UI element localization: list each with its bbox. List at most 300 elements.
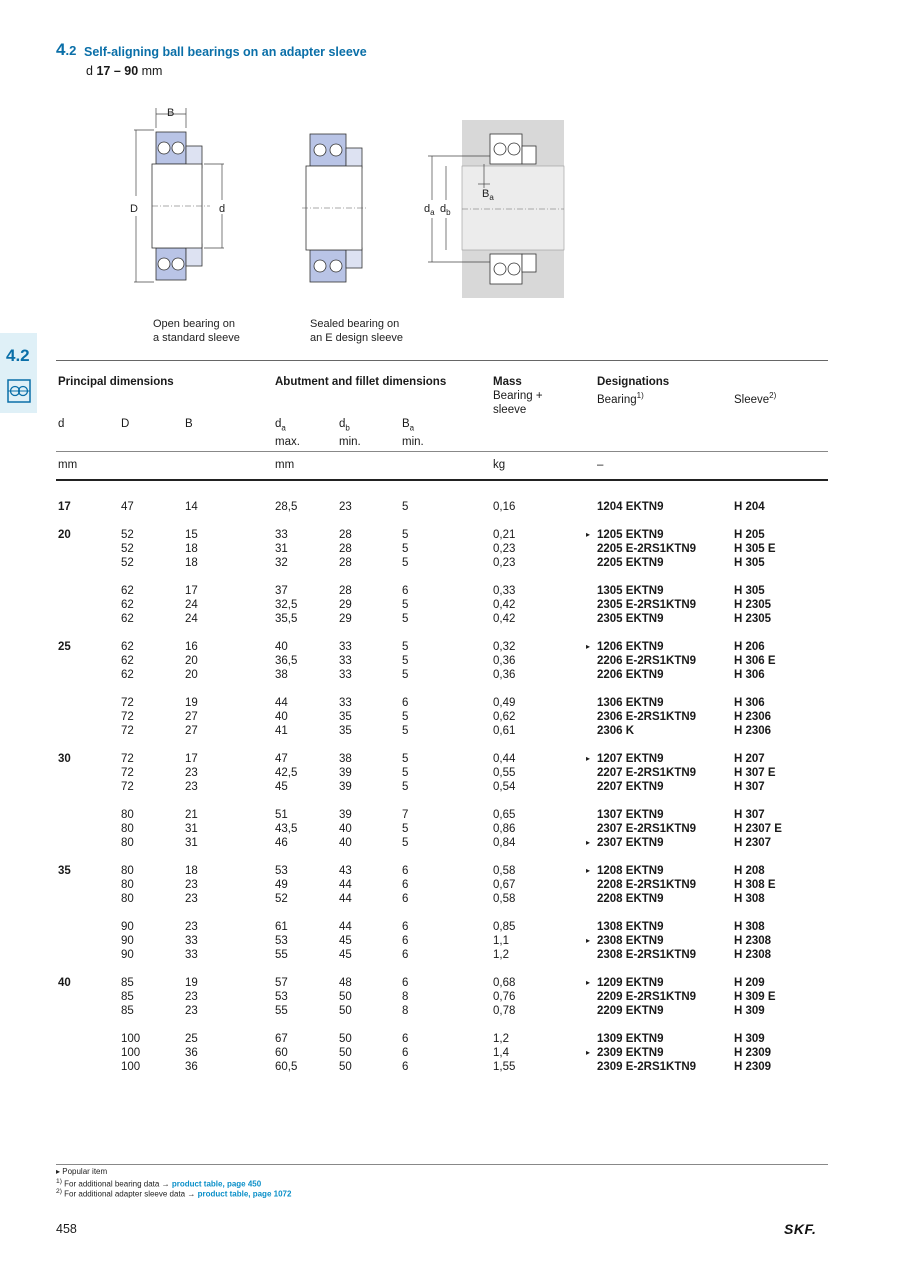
cell-mass: 1,2	[493, 949, 509, 961]
cell-bearing[interactable]: 2207 E-2RS1KTN9	[597, 767, 697, 779]
unit-dash: –	[597, 459, 604, 471]
cell-sleeve: H 2307	[734, 837, 772, 849]
cell-db: 50	[339, 1033, 352, 1045]
cell-sleeve: H 307	[734, 781, 765, 793]
unit-mm-principal: mm	[58, 459, 78, 471]
cell-Ba: 5	[402, 501, 409, 513]
cell-db: 33	[339, 641, 352, 653]
cell-D: 72	[121, 781, 134, 793]
cell-bearing[interactable]: 2305 EKTN9	[597, 613, 664, 625]
cell-db: 33	[339, 697, 352, 709]
cell-D: 62	[121, 599, 134, 611]
cell-mass: 0,55	[493, 767, 516, 779]
cell-bearing[interactable]: 2309 EKTN9	[597, 1047, 664, 1059]
cell-B: 20	[185, 669, 198, 681]
cell-da: 32	[275, 557, 288, 569]
cell-B: 19	[185, 697, 198, 709]
dim-B-label: B	[167, 107, 175, 119]
cell-B: 15	[185, 529, 198, 541]
popular-item-marker: ▸	[586, 866, 591, 875]
cell-d: 25	[58, 641, 71, 653]
dim-Ba-label: $B_a$	[482, 188, 494, 203]
footnote-2-link[interactable]: product table, page 1072	[197, 1189, 292, 1199]
cell-D: 100	[121, 1047, 141, 1059]
open-bearing-drawing	[124, 104, 244, 290]
cell-D: 62	[121, 669, 134, 681]
cell-da: 53	[275, 991, 288, 1003]
cell-db: 28	[339, 585, 352, 597]
cell-B: 17	[185, 753, 198, 765]
cell-da: 41	[275, 725, 288, 737]
cell-da: 42,5	[275, 767, 298, 779]
cell-bearing[interactable]: 1306 EKTN9	[597, 697, 664, 709]
cell-d: 20	[58, 529, 71, 541]
cell-db: 44	[339, 893, 352, 905]
cell-d: 40	[58, 977, 71, 989]
cell-bearing[interactable]: 1305 EKTN9	[597, 585, 664, 597]
cell-D: 72	[121, 711, 134, 723]
cell-D: 85	[121, 991, 134, 1003]
cell-D: 90	[121, 949, 134, 961]
cell-bearing[interactable]: 2305 E-2RS1KTN9	[597, 599, 697, 611]
cell-mass: 0,78	[493, 1005, 516, 1017]
cell-db: 40	[339, 823, 352, 835]
cell-db: 50	[339, 1061, 352, 1073]
cell-sleeve: H 305 E	[734, 543, 776, 555]
cell-D: 100	[121, 1061, 141, 1073]
cell-mass: 0,54	[493, 781, 516, 793]
cell-da: 40	[275, 711, 288, 723]
cell-sleeve: H 2305	[734, 613, 772, 625]
cell-sleeve: H 306 E	[734, 655, 776, 667]
cell-sleeve: H 306	[734, 669, 765, 681]
footnote-1-link[interactable]: product table, page 450	[171, 1179, 262, 1189]
cell-D: 62	[121, 655, 134, 667]
cell-da: 60,5	[275, 1061, 298, 1073]
cell-B: 36	[185, 1047, 198, 1059]
footnote-rule	[56, 1164, 828, 1165]
cell-mass: 0,23	[493, 557, 516, 569]
cell-sleeve: H 305	[734, 585, 765, 597]
header-designations: Designations	[597, 376, 670, 388]
table-top-rule	[56, 360, 828, 361]
cell-mass: 0,36	[493, 655, 516, 667]
cell-da: 31	[275, 543, 288, 555]
cell-D: 80	[121, 809, 134, 821]
caption-open-bearing: Open bearing on a standard sleeve	[153, 318, 240, 344]
cell-db: 28	[339, 557, 352, 569]
cell-D: 52	[121, 557, 134, 569]
cell-da: 37	[275, 585, 288, 597]
cell-mass: 1,4	[493, 1047, 509, 1059]
cell-Ba: 5	[402, 613, 409, 625]
cell-Ba: 6	[402, 935, 409, 947]
cell-Ba: 6	[402, 949, 409, 961]
cell-bearing[interactable]: 2205 E-2RS1KTN9	[597, 543, 697, 555]
cell-da: 44	[275, 697, 288, 709]
cell-da: 45	[275, 781, 288, 793]
popular-item-marker: ▸	[586, 754, 591, 763]
cell-B: 20	[185, 655, 198, 667]
page-number: 458	[56, 1222, 77, 1236]
cell-D: 72	[121, 753, 134, 765]
caption-sealed-bearing: Sealed bearing on an E design sleeve	[310, 318, 403, 344]
header-mass: Mass	[493, 376, 522, 388]
cell-da: 55	[275, 1005, 288, 1017]
cell-db: 39	[339, 809, 352, 821]
cell-db: 45	[339, 949, 352, 961]
cell-D: 62	[121, 585, 134, 597]
cell-db: 40	[339, 837, 352, 849]
cell-db: 44	[339, 921, 352, 933]
popular-item-marker: ▸	[586, 642, 591, 651]
cell-Ba: 6	[402, 977, 409, 989]
cell-d: 35	[58, 865, 71, 877]
cell-Ba: 5	[402, 781, 409, 793]
col-header-D: D	[121, 418, 130, 430]
section-number: 4.2	[56, 40, 77, 59]
cell-Ba: 6	[402, 893, 409, 905]
cell-D: 80	[121, 865, 134, 877]
cell-da: 38	[275, 669, 288, 681]
cell-sleeve: H 2308	[734, 935, 772, 947]
cell-Ba: 5	[402, 641, 409, 653]
cell-db: 35	[339, 725, 352, 737]
cell-sleeve: H 204	[734, 501, 765, 513]
header-sleeve: Sleeve$^{2)}$	[734, 391, 777, 406]
cell-B: 36	[185, 1061, 198, 1073]
cell-mass: 1,1	[493, 935, 509, 947]
cell-db: 50	[339, 1005, 352, 1017]
cell-sleeve: H 209	[734, 977, 765, 989]
cell-bearing[interactable]: 2306 E-2RS1KTN9	[597, 711, 697, 723]
cell-db: 33	[339, 669, 352, 681]
cell-d: 30	[58, 753, 71, 765]
cell-db: 48	[339, 977, 352, 989]
cell-D: 52	[121, 543, 134, 555]
cell-mass: 0,44	[493, 753, 516, 765]
cell-sleeve: H 2306	[734, 711, 772, 723]
cell-da: 46	[275, 837, 288, 849]
unit-kg: kg	[493, 459, 506, 471]
unit-mm-abutment: mm	[275, 459, 295, 471]
cell-Ba: 6	[402, 1061, 409, 1073]
cell-bearing[interactable]: 2308 EKTN9	[597, 935, 664, 947]
col-header-da: $d_a$ max.	[275, 418, 300, 449]
cell-mass: 0,49	[493, 697, 516, 709]
cell-bearing[interactable]: 1209 EKTN9	[597, 977, 664, 989]
cell-db: 28	[339, 543, 352, 555]
cell-da: 57	[275, 977, 288, 989]
cell-B: 27	[185, 711, 198, 723]
cell-D: 85	[121, 1005, 134, 1017]
cell-sleeve: H 309	[734, 1033, 765, 1045]
cell-bearing[interactable]: 2308 E-2RS1KTN9	[597, 949, 697, 961]
cell-mass: 0,42	[493, 599, 516, 611]
cell-db: 29	[339, 613, 352, 625]
cell-db: 45	[339, 935, 352, 947]
cell-db: 23	[339, 501, 352, 513]
cell-da: 60	[275, 1047, 288, 1059]
cell-bearing[interactable]: 2208 EKTN9	[597, 893, 664, 905]
cell-sleeve: H 305	[734, 557, 765, 569]
popular-item-marker: ▸	[586, 1048, 591, 1057]
cell-bearing[interactable]: 1205 EKTN9	[597, 529, 664, 541]
cell-B: 23	[185, 1005, 198, 1017]
cell-D: 80	[121, 837, 134, 849]
cell-mass: 0,86	[493, 823, 516, 835]
cell-sleeve: H 309 E	[734, 991, 776, 1003]
cell-Ba: 5	[402, 823, 409, 835]
cell-Ba: 7	[402, 809, 409, 821]
cell-Ba: 5	[402, 837, 409, 849]
cell-mass: 0,32	[493, 641, 516, 653]
dim-D-label: D	[130, 203, 138, 215]
cell-da: 36,5	[275, 655, 298, 667]
col-header-Ba: $B_a$ min.	[402, 418, 424, 449]
cell-da: 67	[275, 1033, 288, 1045]
footnote-2: $^{2)}$ For additional adapter sleeve data → product table, page 1072	[56, 1188, 292, 1199]
table-header-rule	[56, 451, 828, 452]
cell-B: 23	[185, 921, 198, 933]
skf-logo: SKF.	[784, 1221, 817, 1237]
cell-sleeve: H 2309	[734, 1061, 772, 1073]
cell-db: 35	[339, 711, 352, 723]
cell-db: 50	[339, 1047, 352, 1059]
cell-sleeve: H 309	[734, 1005, 765, 1017]
cell-mass: 0,42	[493, 613, 516, 625]
cell-mass: 0,16	[493, 501, 516, 513]
cell-bearing[interactable]: 1308 EKTN9	[597, 921, 664, 933]
cell-bearing[interactable]: 2206 E-2RS1KTN9	[597, 655, 697, 667]
cell-Ba: 6	[402, 1047, 409, 1059]
cell-mass: 0,68	[493, 977, 516, 989]
sealed-bearing-drawing	[300, 128, 372, 288]
footnote-popular: ▸ Popular item	[56, 1167, 108, 1176]
cell-B: 25	[185, 1033, 198, 1045]
cell-Ba: 5	[402, 669, 409, 681]
cell-B: 24	[185, 599, 198, 611]
cell-bearing[interactable]: 1206 EKTN9	[597, 641, 664, 653]
popular-item-marker: ▸	[586, 530, 591, 539]
cell-db: 50	[339, 991, 352, 1003]
cell-sleeve: H 308	[734, 921, 765, 933]
cell-B: 24	[185, 613, 198, 625]
cell-da: 55	[275, 949, 288, 961]
cell-mass: 0,58	[493, 893, 516, 905]
cell-db: 39	[339, 767, 352, 779]
cell-sleeve: H 2307 E	[734, 823, 782, 835]
cell-D: 85	[121, 977, 134, 989]
cell-mass: 1,55	[493, 1061, 516, 1073]
popular-item-marker: ▸	[586, 936, 591, 945]
popular-item-marker: ▸	[586, 978, 591, 987]
cell-bearing[interactable]: 2207 EKTN9	[597, 781, 664, 793]
cell-da: 43,5	[275, 823, 298, 835]
header-mass-sub: Bearing + sleeve	[493, 390, 543, 416]
cell-sleeve: H 307 E	[734, 767, 776, 779]
cell-Ba: 5	[402, 557, 409, 569]
cell-sleeve: H 2305	[734, 599, 772, 611]
cell-bearing[interactable]: 2306 K	[597, 725, 635, 737]
cell-sleeve: H 306	[734, 697, 765, 709]
cell-da: 33	[275, 529, 288, 541]
cell-Ba: 8	[402, 991, 409, 1003]
dim-db-label: $d_b$	[440, 203, 451, 218]
cell-bearing[interactable]: 1309 EKTN9	[597, 1033, 664, 1045]
cell-da: 40	[275, 641, 288, 653]
col-header-db: $d_b$ min.	[339, 418, 361, 449]
cell-Ba: 6	[402, 879, 409, 891]
cell-da: 49	[275, 879, 288, 891]
cell-bearing[interactable]: 2307 E-2RS1KTN9	[597, 823, 697, 835]
cell-sleeve: H 208	[734, 865, 765, 877]
cell-mass: 0,23	[493, 543, 516, 555]
cell-D: 100	[121, 1033, 141, 1045]
cell-Ba: 8	[402, 1005, 409, 1017]
cell-mass: 0,33	[493, 585, 516, 597]
bearing-icon	[7, 379, 31, 403]
cell-Ba: 5	[402, 599, 409, 611]
cell-bearing[interactable]: 2307 EKTN9	[597, 837, 664, 849]
cell-sleeve: H 2309	[734, 1047, 772, 1059]
cell-Ba: 6	[402, 697, 409, 709]
col-header-d: d	[58, 418, 65, 430]
cell-mass: 0,84	[493, 837, 516, 849]
cell-da: 52	[275, 893, 288, 905]
cell-sleeve: H 207	[734, 753, 765, 765]
cell-da: 53	[275, 865, 288, 877]
cell-D: 72	[121, 767, 134, 779]
cell-mass: 0,67	[493, 879, 516, 891]
cell-D: 72	[121, 697, 134, 709]
cell-B: 14	[185, 501, 198, 513]
cell-B: 18	[185, 557, 198, 569]
cell-mass: 0,62	[493, 711, 516, 723]
cell-B: 31	[185, 823, 198, 835]
cell-D: 52	[121, 529, 134, 541]
cell-mass: 0,61	[493, 725, 516, 737]
cell-D: 80	[121, 879, 134, 891]
dim-da-label: $d_a$	[424, 203, 435, 218]
cell-bearing[interactable]: 2206 EKTN9	[597, 669, 664, 681]
cell-da: 61	[275, 921, 288, 933]
cell-D: 80	[121, 823, 134, 835]
cell-mass: 0,85	[493, 921, 516, 933]
cell-db: 28	[339, 529, 352, 541]
cell-db: 29	[339, 599, 352, 611]
cell-sleeve: H 308	[734, 893, 765, 905]
dim-d-label: d	[219, 203, 226, 215]
cell-B: 33	[185, 949, 198, 961]
cell-mass: 0,36	[493, 669, 516, 681]
cell-B: 18	[185, 865, 198, 877]
cell-da: 51	[275, 809, 288, 821]
cell-D: 90	[121, 935, 134, 947]
cell-da: 47	[275, 753, 288, 765]
cell-Ba: 6	[402, 585, 409, 597]
cell-bearing[interactable]: 1307 EKTN9	[597, 809, 664, 821]
cell-D: 90	[121, 921, 134, 933]
cell-Ba: 6	[402, 1033, 409, 1045]
cell-db: 38	[339, 753, 352, 765]
cell-db: 33	[339, 655, 352, 667]
cell-sleeve: H 206	[734, 641, 765, 653]
chapter-side-tab[interactable]	[0, 333, 37, 413]
cell-mass: 0,65	[493, 809, 516, 821]
cell-D: 62	[121, 641, 134, 653]
cell-B: 23	[185, 781, 198, 793]
cell-db: 39	[339, 781, 352, 793]
cell-bearing[interactable]: 1207 EKTN9	[597, 753, 664, 765]
footnote-1: $^{1)}$ For additional bearing data → product table, page 450	[56, 1178, 262, 1189]
cell-da: 35,5	[275, 613, 298, 625]
cell-da: 28,5	[275, 501, 298, 513]
cell-B: 33	[185, 935, 198, 947]
cell-sleeve: H 2308	[734, 949, 772, 961]
cell-mass: 0,21	[493, 529, 516, 541]
cell-bearing[interactable]: 2205 EKTN9	[597, 557, 664, 569]
cell-B: 17	[185, 585, 198, 597]
cell-bearing[interactable]: 2209 EKTN9	[597, 1005, 664, 1017]
cell-db: 44	[339, 879, 352, 891]
cell-bearing[interactable]: 1208 EKTN9	[597, 865, 664, 877]
header-bearing: Bearing$^{1)}$	[597, 391, 644, 406]
cell-Ba: 5	[402, 711, 409, 723]
side-tab-label: 4.2	[6, 346, 30, 365]
popular-item-marker: ▸	[586, 838, 591, 847]
col-header-B: B	[185, 418, 193, 430]
cell-D: 47	[121, 501, 134, 513]
cell-db: 43	[339, 865, 352, 877]
page-subtitle: d 17 – 90 mm	[86, 64, 163, 78]
cell-mass: 0,76	[493, 991, 516, 1003]
cell-bearing[interactable]: 2209 E-2RS1KTN9	[597, 991, 697, 1003]
cell-da: 53	[275, 935, 288, 947]
cell-mass: 1,2	[493, 1033, 509, 1045]
cell-D: 72	[121, 725, 134, 737]
cell-Ba: 6	[402, 865, 409, 877]
cell-bearing[interactable]: 2309 E-2RS1KTN9	[597, 1061, 697, 1073]
cell-Ba: 5	[402, 543, 409, 555]
cell-B: 21	[185, 809, 198, 821]
cell-B: 19	[185, 977, 198, 989]
cell-Ba: 5	[402, 767, 409, 779]
cell-B: 23	[185, 767, 198, 779]
cell-B: 23	[185, 879, 198, 891]
cell-sleeve: H 2306	[734, 725, 772, 737]
cell-D: 62	[121, 613, 134, 625]
header-abutment: Abutment and fillet dimensions	[275, 376, 447, 388]
cell-Ba: 6	[402, 921, 409, 933]
cell-D: 80	[121, 893, 134, 905]
cell-mass: 0,58	[493, 865, 516, 877]
cell-B: 31	[185, 837, 198, 849]
cell-Ba: 5	[402, 529, 409, 541]
header-principal: Principal dimensions	[58, 376, 174, 388]
cell-B: 27	[185, 725, 198, 737]
cell-d: 17	[58, 501, 71, 513]
cell-bearing[interactable]: 2208 E-2RS1KTN9	[597, 879, 697, 891]
cell-B: 23	[185, 991, 198, 1003]
cell-Ba: 5	[402, 753, 409, 765]
cell-bearing[interactable]: 1204 EKTN9	[597, 501, 664, 513]
cell-sleeve: H 205	[734, 529, 765, 541]
cell-sleeve: H 308 E	[734, 879, 776, 891]
cell-Ba: 5	[402, 655, 409, 667]
cell-Ba: 5	[402, 725, 409, 737]
cell-da: 32,5	[275, 599, 298, 611]
